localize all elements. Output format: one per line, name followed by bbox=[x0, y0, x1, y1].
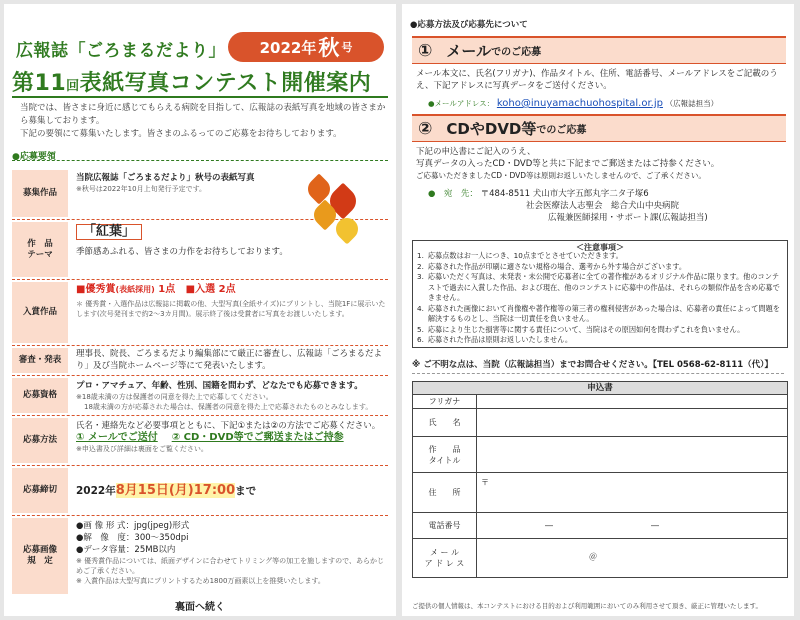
form-row-title: 作 品 タイトル bbox=[413, 437, 787, 473]
award-excellent-count: 1点 bbox=[158, 284, 176, 295]
deadline-value: 2022年8月15日(月)17:00まで bbox=[76, 482, 257, 498]
eligibility-note-1: ※18歳未満の方は保護者の同意を得た上で応募してください。 bbox=[76, 393, 273, 401]
issue-year: 2022年 bbox=[259, 38, 317, 57]
autumn-leaves-icon bbox=[300, 174, 370, 250]
name-field[interactable] bbox=[477, 409, 787, 436]
spec-size: ●データ容量：25MB以内 bbox=[76, 545, 176, 555]
caution-item: 3. 応募いただく写真は、未発表・未公開で応募者に全ての著作権があるオリジナル作品に限ります。他のコンテストで過去に入賞した作品、および現在、他のコンテストに応募中の作品は、それらの類似作品を含め応募できません。 bbox=[417, 272, 780, 302]
newsletter-title: 広報誌「ごろまるだより」 bbox=[16, 41, 226, 61]
theme-text: 季節感あふれる、皆さまの力作をお待ちしております。 bbox=[76, 247, 288, 257]
email-link[interactable]: koho@inuyamachuohospital.or.jp bbox=[496, 98, 663, 109]
row-label: 応募資格 bbox=[12, 378, 68, 413]
intro-text: 当院では、皆さまに身近に感じてもらえる病院を目指して、広報誌の表紙写真を地域の皆さまから募集しております。 下記の要領にて募集いたします。皆さまのふるってのご応募をお待ちしております。 bbox=[20, 103, 386, 139]
cautions-title: ＜注意事項＞ bbox=[570, 243, 630, 252]
application-form bbox=[412, 381, 788, 578]
award-selected: ■入選 bbox=[185, 284, 216, 295]
title-divider bbox=[12, 96, 388, 98]
issue-suffix: 号 bbox=[341, 41, 353, 54]
caution-item: 4. 応募された画像において肖像権や著作権等の第三者の権利侵害があった場合は、応募者の責任によって問題を解決するものとし、当院は一切責任を負いません。 bbox=[417, 303, 780, 323]
spec-note-2: ※ 入賞作品は大型写真にプリントするため1800万画素以上を推奨いたします。 bbox=[76, 577, 325, 585]
title-field[interactable] bbox=[477, 437, 787, 472]
row-label: 入賞作品 bbox=[12, 282, 68, 343]
flyer-back-page bbox=[402, 4, 794, 616]
eligibility-note-2: 18歳未満の方が応募された場合は、保護者の同意を得た上で応募されたものとみなします。 bbox=[84, 403, 373, 411]
form-title: 申込書 bbox=[413, 382, 787, 395]
submission-heading: ●応募方法及び応募先について bbox=[410, 20, 528, 30]
row-label: 応募締切 bbox=[12, 468, 68, 513]
form-row-address: 住 所 〒 bbox=[413, 473, 787, 513]
form-row-name: 氏 名 bbox=[413, 409, 787, 437]
boshu-note: ※秋号は2022年10月上旬発行予定です。 bbox=[76, 185, 207, 193]
form-row-phone: 電話番号 ― ― bbox=[413, 513, 787, 539]
eligibility-text: プロ・アマチュア、年齢、性別、国籍を問わず、どなたでも応募できます。 bbox=[76, 381, 363, 391]
award-selected-count: 2点 bbox=[218, 284, 236, 295]
furigana-field[interactable] bbox=[477, 395, 787, 408]
cut-line bbox=[412, 373, 784, 374]
form-row-email: メ ー ル ア ド レ ス ＠ bbox=[413, 539, 787, 577]
form-row-furigana: フリガナ bbox=[413, 395, 787, 409]
method-cd-text-1: 下記の申込書にご記入のうえ、 bbox=[416, 147, 536, 157]
contact-info: ※ ご不明な点は、当院（広報誌担当）までお問合せください。【TEL 0568-62-8111（代）】 bbox=[412, 360, 773, 370]
method-option-mail: ① メールでご送付 bbox=[76, 432, 158, 443]
section-heading: ●応募要領 bbox=[12, 152, 56, 162]
continued-on-back: 裏面へ続く bbox=[175, 602, 225, 613]
caution-item: 1. 応募点数はお一人につき、10点までとさせていただきます。 bbox=[417, 251, 623, 260]
method-mail-text: メール本文に、氏名(フリガナ)、作品タイトル、住所、電話番号、メールアドレスをご記載のうえ、下記アドレスに写真データをご送付ください。 bbox=[416, 69, 778, 91]
privacy-note: ご提供の個人情報は、本コンテストにおける目的および利用範囲においてのみ利用させて頂き、厳正に管理いたします。 bbox=[412, 602, 762, 610]
phone-field[interactable]: ― ― bbox=[545, 521, 659, 530]
cautions-box bbox=[412, 240, 788, 348]
caution-item: 6. 応募された作品は原則お返しいたしません。 bbox=[417, 335, 573, 344]
row-label: 審査・発表 bbox=[12, 348, 68, 373]
method-option-cd: ② CD・DVD等でご郵送またはご持参 bbox=[171, 432, 344, 443]
email-field[interactable]: ＠ bbox=[589, 552, 597, 561]
address-block: ● 宛 先： 〒484-8511 犬山市大字五郎丸字二タ子塚6 bbox=[428, 189, 649, 199]
issue-badge bbox=[228, 32, 384, 62]
flyer-front-page bbox=[4, 4, 396, 616]
contest-title: 第11回表紙写真コンテスト開催案内 bbox=[12, 71, 372, 96]
row-specs bbox=[12, 516, 388, 596]
theme-value: 「紅葉」 bbox=[76, 224, 142, 240]
method-cd-band: ② CDやDVD等 でのご応募 bbox=[412, 114, 786, 142]
method-mail-band: ① メール でのご応募 bbox=[412, 36, 786, 64]
address-line-2: 社会医療法人志聖会 総合犬山中央病院 bbox=[526, 201, 680, 211]
spec-resolution: ●解 像 度：300～350dpi bbox=[76, 533, 189, 543]
address-line-1: 〒484-8511 犬山市大字五郎丸字二タ子塚6 bbox=[480, 189, 649, 199]
row-label: 募集作品 bbox=[12, 170, 68, 217]
method-note: ※申込書及び詳細は裏面をご覧ください。 bbox=[76, 445, 208, 453]
section-divider bbox=[12, 160, 388, 161]
row-label: 応募方法 bbox=[12, 418, 68, 463]
spec-format: ●画 像 形 式：jpg(jpeg)形式 bbox=[76, 521, 190, 531]
postal-mark: 〒 bbox=[481, 478, 489, 487]
method-cd-text-3: ご応募いただきましたCD・DVD等は原則お返しいたしませんので、ご了承ください。 bbox=[416, 171, 706, 180]
caution-item: 2. 応募された作品が印刷に適さない規格の場合、選考から外す場合がございます。 bbox=[417, 261, 687, 271]
method-cd-text-2: 写真データの入ったCD・DVD等と共に下記までご郵送またはご持参ください。 bbox=[416, 159, 720, 169]
prize-note: ＊ 優秀賞・入選作品は広報誌に掲載の他、大型写真(全紙サイズ)にプリントし、当院1Fに展示いたします(次号発刊まで約2～3カ月間)。展示終了後は受賞者に写真をお渡しいたします。 bbox=[76, 300, 386, 318]
email-line: ●メールアドレス： koho@inuyamachuohospital.or.jp （広報誌担当） bbox=[428, 98, 719, 109]
caution-item: 5. 応募により生じた損害等に関する責任について、当院はその原因如何を問わずこれを負いません。 bbox=[417, 324, 745, 334]
row-deadline bbox=[12, 466, 388, 516]
guidelines-table bbox=[12, 168, 388, 596]
issue-season: 秋 bbox=[318, 36, 340, 60]
award-excellent: ■優秀賞 bbox=[76, 284, 116, 295]
method-text: 氏名・連絡先など必要事項とともに、下記①または②の方法でご応募ください。 bbox=[76, 421, 381, 431]
address-line-3: 広報兼医師採用・サポート課(広報誌担当) bbox=[548, 213, 708, 223]
cautions-list bbox=[417, 251, 783, 346]
row-eligibility bbox=[12, 376, 388, 416]
row-prize bbox=[12, 280, 388, 346]
review-text: 理事長、院長、ごろまるだより編集部にて厳正に審査し、広報誌「ごろまるだより」及び当院ホームページ等にて発表いたします。 bbox=[76, 349, 383, 371]
row-review bbox=[12, 346, 388, 376]
row-label: 作 品 テーマ bbox=[12, 222, 68, 277]
row-label: 応募画像 規 定 bbox=[12, 518, 68, 594]
boshu-text: 当院広報誌「ごろまるだより」秋号の表紙写真 bbox=[76, 173, 255, 183]
row-method bbox=[12, 416, 388, 466]
spec-note-1: ※ 優秀賞作品については、紙面デザインに合わせてトリミング等の加工を施しますので、あらかじめご了承ください。 bbox=[76, 557, 385, 575]
award-excellent-sub: (表紙採用) bbox=[115, 285, 155, 294]
row-theme bbox=[12, 220, 388, 280]
address-field[interactable] bbox=[477, 473, 787, 512]
